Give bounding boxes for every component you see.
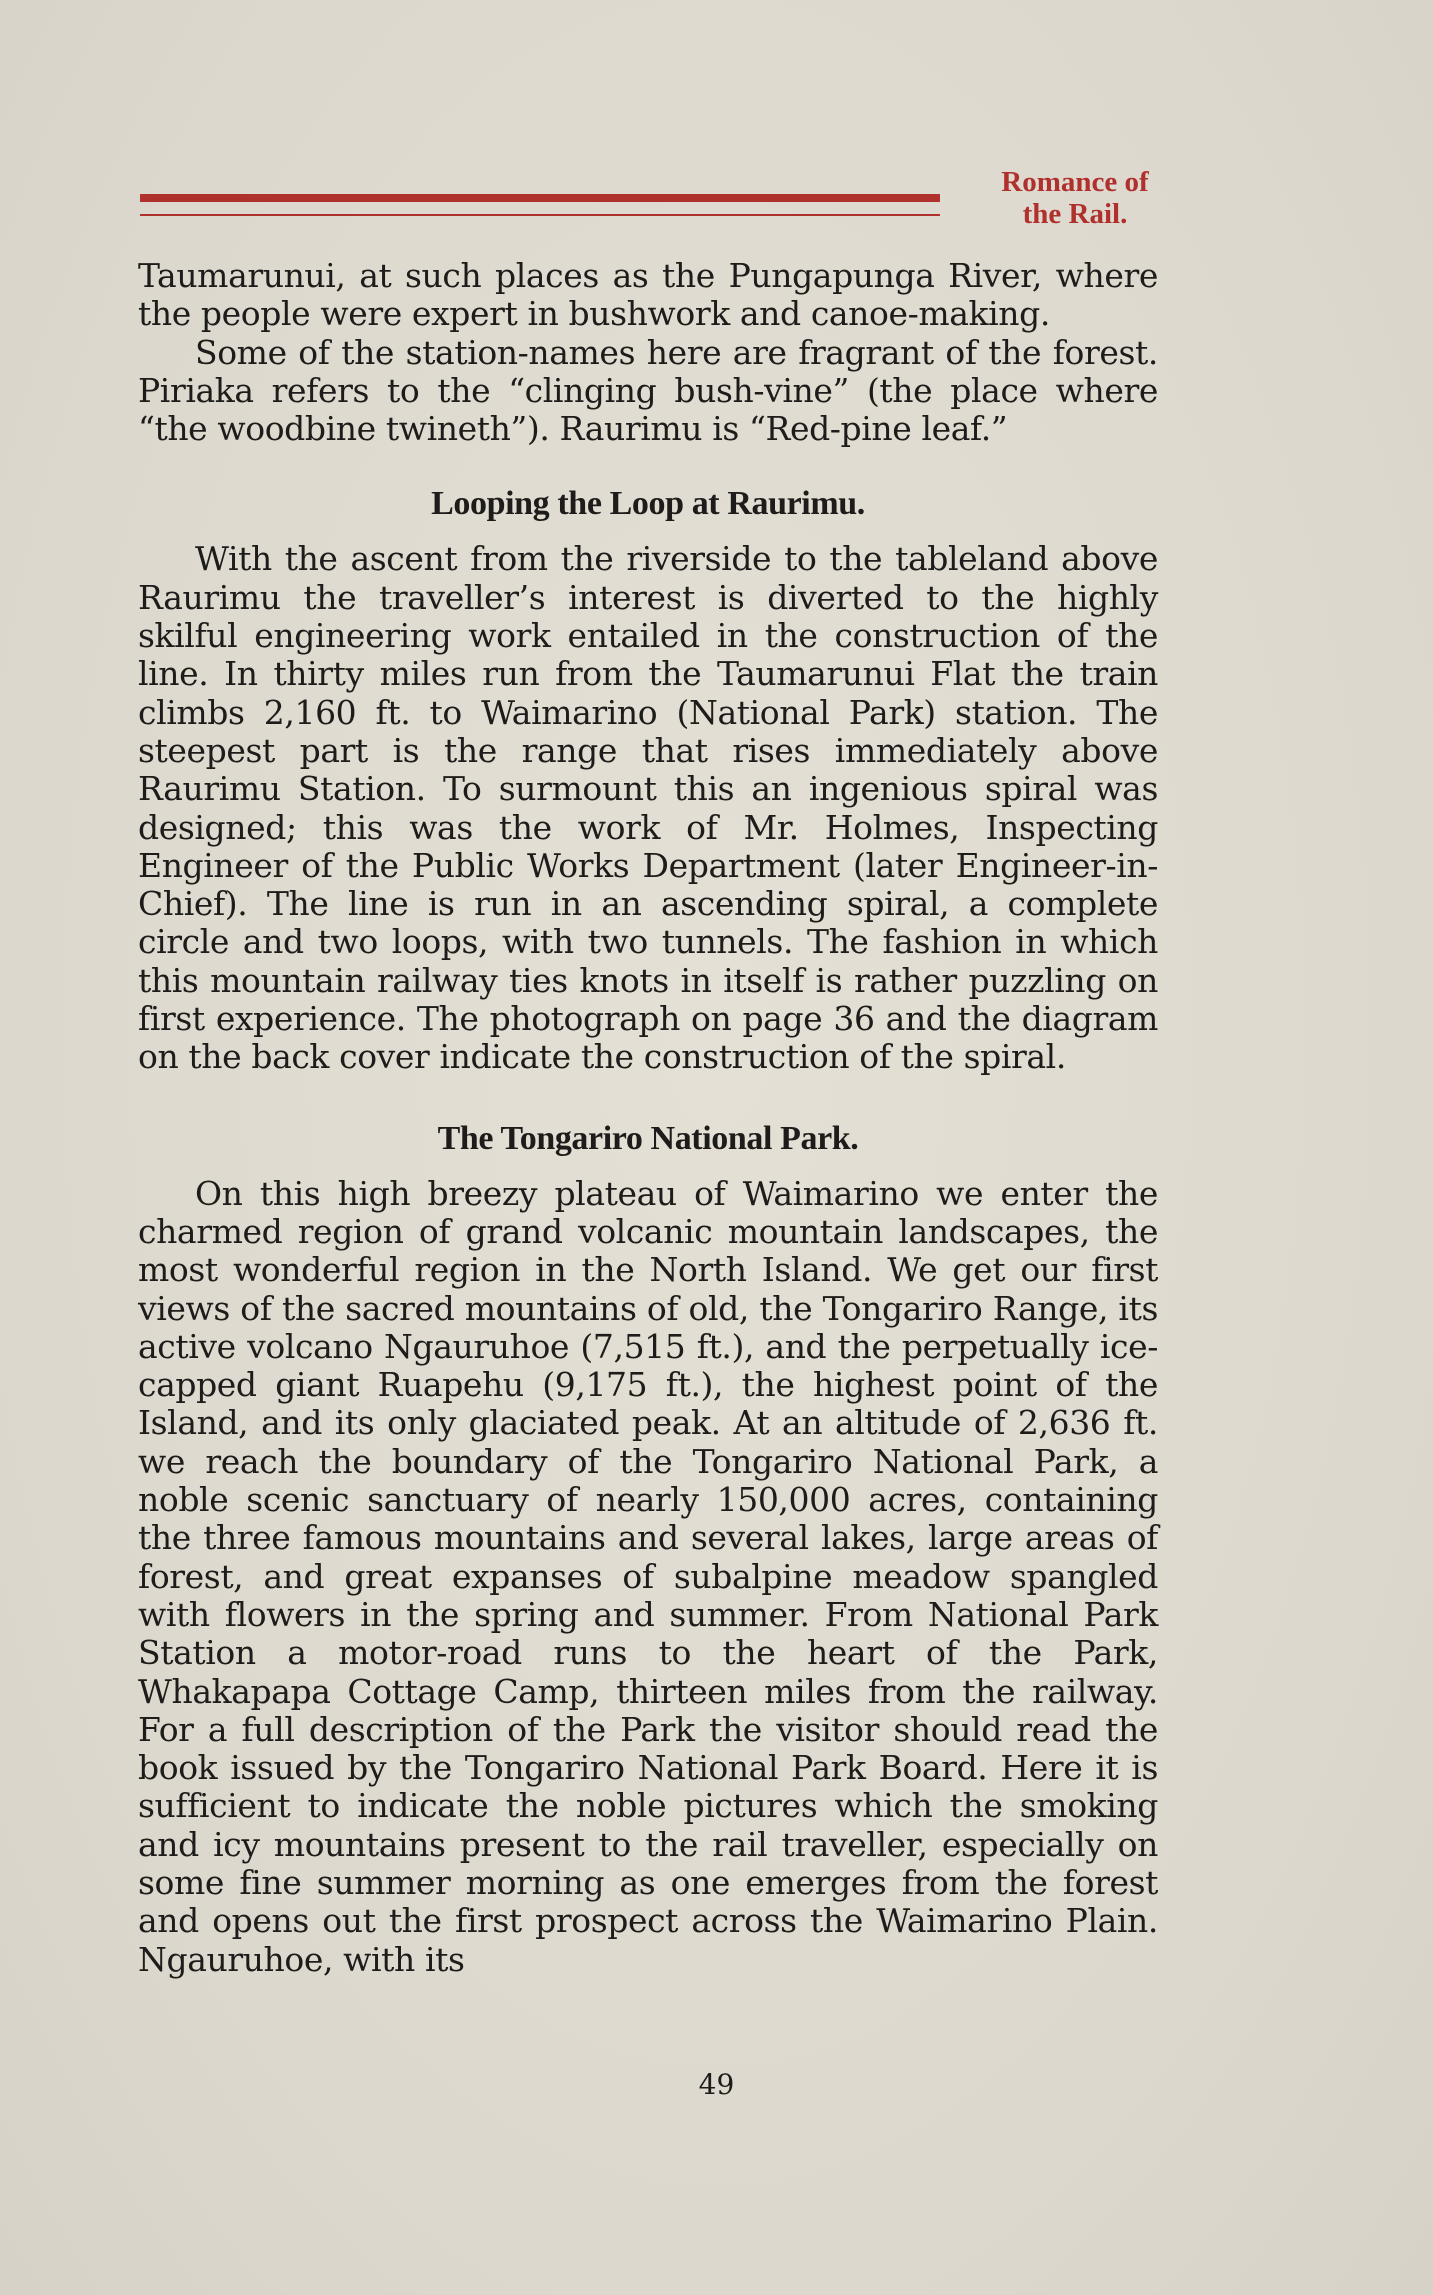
paragraph-station-names: Some of the station-names here are fragrant of the forest. Piriaka refers to the “clinging bush-vine” (the place where “the woodbine twineth”). Raurimu is “Red-pine leaf.” (138, 332, 1158, 449)
section-heading-looping: Looping the Loop at Raurimu. (431, 485, 865, 523)
running-head-line-2: the Rail. (1022, 198, 1128, 230)
running-head (965, 166, 1185, 230)
body-text (138, 257, 1158, 1979)
section-heading-national-park: The Tongariro National Park. (437, 1119, 859, 1157)
paragraph-looping: With the ascent from the riverside to the tableland above Raurimu the traveller’s interest is diverted to the highly skilful engineering work entailed in the construction of the line. In thirty miles run from the Taumarunui Flat the train climbs 2,160 ft. to Waimarino (National Park) station. The steepest part is the range that rises immediately above Raurimu Station. To surmount this an ingenious spiral was designed; this was the work of Mr. Holmes, Inspecting Engineer of the Public Works Department (later Engineer-in-Chief). The line is run in an ascending spiral, a complete circle and two loops, with two tunnels. The fashion in which this mountain railway ties knots in itself is rather puzzling on first experience. The photograph on page 36 and the diagram on the back cover indicate the construction of the spiral. (138, 539, 1158, 1077)
page-number: 49 (698, 2068, 735, 2101)
running-head-line-1: Romance of (1001, 166, 1149, 198)
header-rule-thin (140, 214, 940, 216)
paragraph-continuation: Taumarunui, at such places as the Pungapunga River, where the people were expert in bushwork and canoe-making. (138, 256, 1158, 334)
header-rule-thick (140, 194, 940, 202)
paragraph-national-park: On this high breezy plateau of Waimarino we enter the charmed region of grand volcanic mountain landscapes, the most wonderful region in the North Island. We get our first views of the sacred mountains of old, the Tongariro Range, its active volcano Ngauruhoe (7,515 ft.), and the perpetually ice-capped giant Ruapehu (9,175 ft.), the highest point of the Island, and its only glaciated peak. At an altitude of 2,636 ft. we reach the boundary of the Tongariro National Park, a noble scenic sanctuary of nearly 150,000 acres, containing the three famous mountains and several lakes, large areas of forest, and great expanses of subalpine meadow spangled with flowers in the spring and summer. From National Park Station a motor-road runs to the heart of the Park, Whakapapa Cottage Camp, thirteen miles from the railway. For a full description of the Park the visitor should read the book issued by the Tongariro National Park Board. Here it is sufficient to indicate the noble pictures which the smoking and icy mountains present to the rail traveller, especially on some fine summer morning as one emerges from the forest and opens out the first prospect across the Waimarino Plain. Ngauruhoe, with its (138, 1173, 1158, 1979)
